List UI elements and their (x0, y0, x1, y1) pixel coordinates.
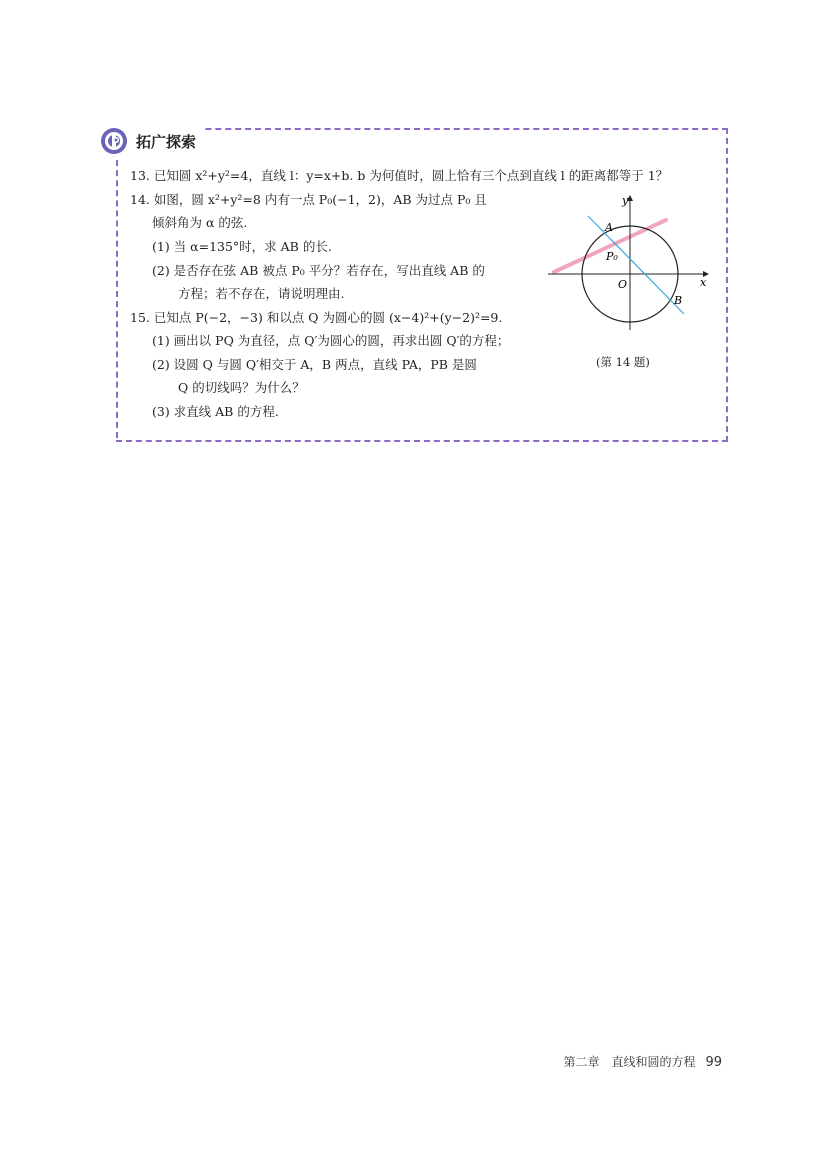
problem-15-sub-3: (3) 求直线 AB 的方程. (152, 404, 279, 419)
exploration-frame-left (116, 150, 118, 438)
page-number: 99 (705, 1055, 722, 1070)
label-p0: P₀ (606, 250, 618, 263)
problem-15-sub-2-line-1: (2) 设圆 Q 与圆 Q′相交于 A，B 两点，直线 PA，PB 是圆 (152, 357, 477, 372)
figure-caption: (第 14 题) (596, 355, 650, 369)
section-heading (100, 126, 202, 156)
label-y: y (622, 194, 629, 207)
chord-line (588, 216, 684, 314)
problem-14-sub-1: (1) 当 α=135°时，求 AB 的长. (152, 239, 332, 254)
problem-14-line-2: 倾斜角为 α 的弦. (152, 215, 248, 230)
circle-figure (548, 190, 718, 330)
problem-15-sub-1: (1) 画出以 PQ 为直径，点 Q′为圆心的圆，再求出圆 Q′的方程； (152, 333, 510, 348)
problem-15-sub-2-line-2: Q 的切线吗？为什么？ (178, 380, 305, 395)
label-x: x (700, 276, 707, 289)
problem-14-sub-2-line-2: 方程；若不存在，请说明理由. (178, 286, 345, 301)
label-b: B (674, 294, 683, 307)
section-title: 拓广探索 (136, 132, 197, 151)
problem-14-line-1: 14. 如图，圆 x²+y²=8 内有一点 P₀(−1，2)，AB 为过点 P₀ 且 (130, 192, 487, 207)
problem-14-sub-2-line-1: (2) 是否存在弦 AB 被点 P₀ 平分？若存在，写出直线 AB 的 (152, 263, 485, 278)
problem-13: 13. 已知圆 x²+y²=4，直线 l：y=x+b. b 为何值时，圆上恰有三个点到直线 l 的距离都等于 1？ (130, 168, 669, 183)
page-footer (563, 1053, 722, 1070)
label-a: A (605, 221, 613, 234)
chapter-title: 第二章 直线和圆的方程 (563, 1055, 696, 1069)
section-logo-icon (100, 127, 128, 155)
label-o: O (618, 278, 628, 291)
problem-15-line-1: 15. 已知点 P(−2，−3) 和以点 Q 为圆心的圆 (x−4)²+(y−2)²=9. (130, 310, 503, 325)
